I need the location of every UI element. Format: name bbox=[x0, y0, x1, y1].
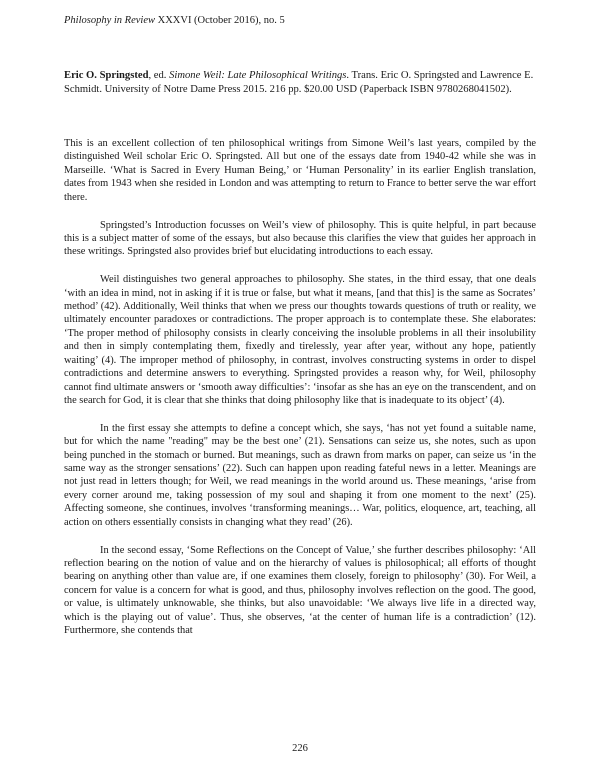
paragraph-1: This is an excellent collection of ten philosophical writings from Simone Weil’s last years, compiled by the distinguished Weil scholar Eric O. Springsted. All but one of the essays date from 1940-42 while she was in Marseille. ‘What is Sacred in Every Human Being,’ or ‘Human Personality’ in its earlier English translation, dates from 1943 when she resided in London and was attempting to return to France to better serve the war effort there. bbox=[64, 138, 536, 203]
citation-editor-suffix: , ed. bbox=[148, 70, 167, 81]
citation-author: Eric O. Springsted bbox=[64, 70, 149, 81]
running-header bbox=[64, 14, 285, 28]
issue-info: XXXVI (October 2016), no. 5 bbox=[157, 15, 285, 26]
journal-title: Philosophy in Review bbox=[64, 15, 155, 26]
review-body bbox=[64, 137, 536, 652]
citation-book-title: Simone Weil: Late Philosophical Writings bbox=[169, 70, 347, 81]
paragraph-3: Weil distinguishes two general approaches to philosophy. She states, in the third essay, that one deals ‘with an idea in mind, not in asking if it is true or false, but what it means, [and that this] is the same as Socrates’ method’ (42). Additionally, Weil thinks that when we press our thoughts towards questions of truth or reality, we ultimately encounter paradoxes or contradictions. The proper approach is to contemplate these. She elaborates: ‘The proper method of philosophy consists in clearly conceiving the insoluble problems in all their insolubility and then in simply contemplating them, fixedly and tirelessly, year after year, without any hope, patiently waiting’ (4). The improper method of philosophy, in contrast, involves constructing systems in order to dispel contradictions and determine answers to everything. Springsted provides a reason why, for Weil, philosophy cannot find ultimate answers or ‘smooth away difficulties’: ‘insofar as she has an eye on the transcendent, and on the search for God, it is clear that she thinks that doing philosophy like that is inadequate to its object’ (4). bbox=[64, 274, 536, 406]
page-number: 226 bbox=[292, 743, 308, 754]
book-citation bbox=[64, 69, 538, 97]
paragraph-5: In the second essay, ‘Some Reflections on the Concept of Value,’ she further describes philosophy: ‘All reflection bearing on the notion of value and on the hierarchy of values is philosophical; all efforts of thought bearing on anything other than value are, if one examines them closely, foreign to philosophy’ (30). For Weil, a concern for value is a concern for what is good, and thus, philosophy involves reflection on the good. The good, or value, is ultimately unknowable, she thinks, but also unavoidable: ‘We always live life in a directed way, which is the playing out of value’. Thus, she observes, ‘at the center of human life is a contradiction’ (12). Furthermore, she contends that bbox=[64, 544, 536, 636]
paragraph-2: Springsted’s Introduction focusses on Weil’s view of philosophy. This is quite helpful, in part because this is a subject matter of some of the essays, but also because this clarifies the view that guides her approach in these writings. Springsted also provides brief but elucidating introductions to each essay. bbox=[64, 219, 536, 258]
citation-details: . Trans. Eric O. Springsted and Lawrence E. Schmidt. University of Notre Dame Press 2015. 216 pp. $20.00 USD (Paperback ISBN 9780268041502). bbox=[64, 70, 534, 95]
paragraph-4: In the first essay she attempts to define a concept which, she says, ‘has not yet found a suitable name, but for which the name "reading" may be the best one’ (21). Sensations can seize us, she notes, such as upon being punched in the stomach or burned. But meanings, such as drawn from marks on paper, can seize us ‘in the same way as the stronger sensations’ (22). Such can happen upon reading fateful news in a letter. Meanings are not just read in letters though; for Weil, we read meanings in the world around us. These meanings, ‘arise from every corner around me, taking possession of my soul and shaping it from one moment to the next’ (25). Affecting someone, she continues, involves ‘transforming meanings… War, politics, eloquence, art, teaching, all action on others essentially consists in changing what they read’ (26). bbox=[64, 422, 536, 528]
